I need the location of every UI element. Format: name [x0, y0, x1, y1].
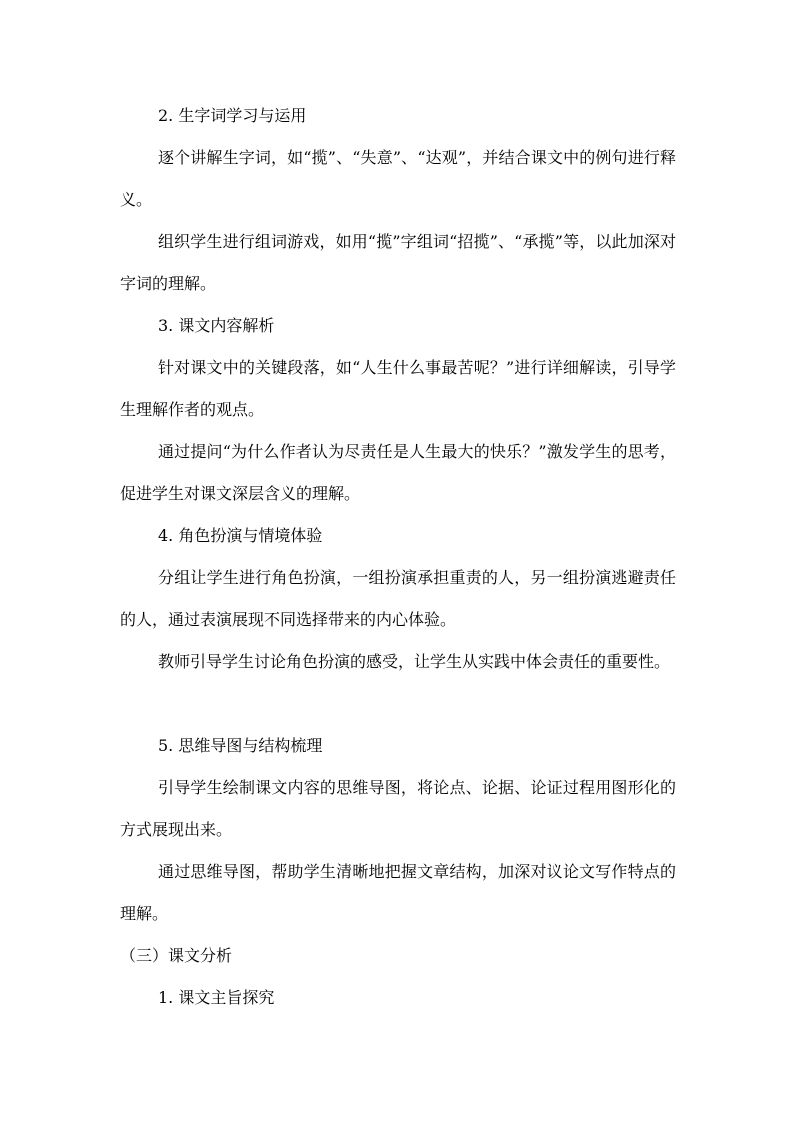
paragraph-role-play: 分组让学生进行角色扮演，一组扮演承担重责的人，另一组扮演逃避责任的人，通过表演展现不同选择带来的内心体验。: [120, 568, 676, 629]
numbered-heading-5: 5. 思维导图与结构梳理: [158, 736, 323, 755]
numbered-heading-2: 2. 生字词学习与运用: [158, 106, 307, 125]
paragraph-key-passage: 针对课文中的关键段落，如“人生什么事最苦呢？”进行详细解读，引导学生理解作者的观点。: [120, 358, 676, 419]
paragraph-structure: 通过思维导图，帮助学生清晰地把握文章结构，加深对议论文写作特点的理解。: [120, 862, 676, 923]
paragraph-mind-map: 引导学生绘制课文内容的思维导图，将论点、论据、论证过程用图形化的方式展现出来。: [120, 778, 676, 839]
numbered-heading-4: 4. 角色扮演与情境体验: [158, 526, 323, 545]
paragraph-vocab-explain: 逐个讲解生字词，如“揽”、“失意”、“达观”，并结合课文中的例句进行释义。: [120, 148, 676, 209]
paragraph-vocab-game: 组织学生进行组词游戏，如用“揽”字组词“招揽”、“承揽”等，以此加深对字词的理解。: [120, 232, 676, 293]
section-heading-3: （三）课文分析: [120, 946, 233, 965]
numbered-heading-1: 1. 课文主旨探究: [158, 988, 275, 1007]
numbered-heading-3: 3. 课文内容解析: [158, 316, 275, 335]
paragraph-question: 通过提问“为什么作者认为尽责任是人生最大的快乐？”激发学生的思考，促进学生对课文深层含义的理解。: [120, 442, 676, 503]
paragraph-discussion: 教师引导学生讨论角色扮演的感受，让学生从实践中体会责任的重要性。: [158, 652, 671, 671]
